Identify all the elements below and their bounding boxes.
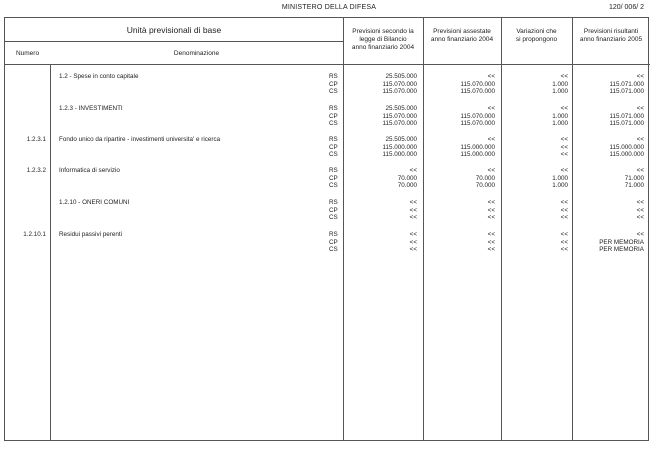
header-divider-top [5, 41, 343, 42]
value-variazioni: << [560, 167, 568, 174]
value-risultanti: << [636, 136, 644, 143]
value-legge-bilancio: 115.070.000 [382, 80, 417, 88]
value-legge-bilancio: << [409, 206, 417, 214]
line-code: CS [329, 120, 338, 128]
denominazione-header: Denominazione [173, 50, 220, 57]
line-code: CS [329, 214, 338, 222]
value-assestate: << [487, 199, 495, 206]
value-variazioni: << [560, 143, 568, 151]
value-legge-bilancio: 25.505.000 [385, 136, 417, 143]
value-risultanti: << [636, 231, 644, 238]
col4-header: Previsioni risultanti anno finanziario 2005 [579, 28, 643, 43]
value-assestate: 115.070.000 [460, 112, 495, 120]
value-assestate: << [487, 136, 495, 143]
value-risultanti: << [636, 206, 644, 214]
value-risultanti: 115.000.000 [609, 151, 644, 159]
value-variazioni: << [560, 73, 568, 80]
line-code: CS [329, 182, 338, 190]
line-code: CS [329, 88, 338, 96]
value-risultanti: 115.000.000 [609, 143, 644, 151]
value-assestate: 115.000.000 [460, 151, 495, 159]
row-denominazione: 1.2.3 - INVESTIMENTI [59, 105, 123, 112]
line-code: CP [329, 80, 338, 88]
value-risultanti: << [636, 199, 644, 206]
value-assestate: 70.000 [475, 182, 495, 190]
value-risultanti: << [636, 167, 644, 174]
value-legge-bilancio: 25.505.000 [385, 105, 417, 112]
value-variazioni: 1.000 [552, 112, 568, 120]
line-code: RS [329, 167, 338, 174]
line-code: RS [329, 231, 338, 238]
value-risultanti: 115.071.000 [609, 120, 644, 128]
row-number: 1.2.10.1 [23, 231, 46, 238]
ministry-header: MINISTERO DELLA DIFESA [281, 4, 377, 11]
value-assestate: 115.070.000 [460, 88, 495, 96]
value-variazioni: << [560, 199, 568, 206]
value-assestate: << [487, 167, 495, 174]
line-code: CP [329, 174, 338, 182]
line-code: RS [329, 105, 338, 112]
line-code: CP [329, 112, 338, 120]
value-variazioni: 1.000 [552, 120, 568, 128]
value-legge-bilancio: << [409, 199, 417, 206]
value-risultanti: << [636, 73, 644, 80]
value-legge-bilancio: 70.000 [397, 182, 417, 190]
value-assestate: << [487, 105, 495, 112]
header-divider-bottom [5, 64, 650, 65]
value-assestate: 115.000.000 [460, 143, 495, 151]
value-assestate: << [487, 206, 495, 214]
row-denominazione: Fondo unico da ripartire - investimenti universita' e ricerca [59, 136, 221, 143]
value-assestate: << [487, 73, 495, 80]
value-variazioni: << [560, 136, 568, 143]
value-assestate: << [487, 214, 495, 222]
value-variazioni: << [560, 151, 568, 159]
value-assestate: 115.070.000 [460, 120, 495, 128]
col1-header: Previsioni secondo la legge di Bilancio anno finanziario 2004 [351, 28, 415, 51]
row-number: 1.2.3.1 [26, 136, 46, 143]
value-assestate: << [487, 231, 495, 238]
value-assestate: << [487, 238, 495, 246]
line-code: RS [329, 136, 338, 143]
line-code: CP [329, 238, 338, 246]
page-reference: 120/ 006/ 2 [608, 4, 644, 11]
value-risultanti: PER MEMORIA [599, 246, 644, 254]
row-denominazione: Residui passivi perenti [59, 231, 122, 238]
group-title: Unità previsionali di base [126, 25, 222, 35]
row-denominazione: Informatica di servizio [59, 167, 120, 174]
value-legge-bilancio: 25.505.000 [385, 73, 417, 80]
row-denominazione: 1.2 - Spese in conto capitale [59, 73, 139, 80]
value-legge-bilancio: 115.000.000 [382, 143, 417, 151]
value-risultanti: << [636, 214, 644, 222]
line-code: CP [329, 206, 338, 214]
value-variazioni: << [560, 105, 568, 112]
value-risultanti: << [636, 105, 644, 112]
value-variazioni: << [560, 246, 568, 254]
budget-table [4, 17, 649, 441]
row-denominazione: 1.2.10 - ONERI COMUNI [59, 199, 130, 206]
value-legge-bilancio: << [409, 214, 417, 222]
line-code: CP [329, 143, 338, 151]
value-legge-bilancio: << [409, 238, 417, 246]
value-legge-bilancio: << [409, 246, 417, 254]
value-legge-bilancio: 115.070.000 [382, 88, 417, 96]
value-variazioni: << [560, 231, 568, 238]
value-risultanti: 71.000 [624, 182, 644, 190]
value-variazioni: << [560, 238, 568, 246]
value-variazioni: 1.000 [552, 174, 568, 182]
value-legge-bilancio: 70.000 [397, 174, 417, 182]
value-legge-bilancio: 115.070.000 [382, 112, 417, 120]
value-variazioni: 1.000 [552, 182, 568, 190]
row-number: 1.2.3.2 [26, 167, 46, 174]
value-variazioni: 1.000 [552, 88, 568, 96]
line-code: RS [329, 199, 338, 206]
value-variazioni: << [560, 206, 568, 214]
numero-header: Numero [15, 50, 40, 57]
value-risultanti: 115.071.000 [609, 112, 644, 120]
value-legge-bilancio: << [409, 231, 417, 238]
line-code: RS [329, 73, 338, 80]
line-code: CS [329, 246, 338, 254]
value-variazioni: 1.000 [552, 80, 568, 88]
value-risultanti: 71.000 [624, 174, 644, 182]
col3-header: Variazioni che si propongono [515, 28, 558, 43]
divider-numero [50, 64, 51, 440]
value-risultanti: PER MEMORIA [599, 238, 644, 246]
value-legge-bilancio: << [409, 167, 417, 174]
value-legge-bilancio: 115.000.000 [382, 151, 417, 159]
value-risultanti: 115.071.000 [609, 80, 644, 88]
value-legge-bilancio: 115.070.000 [382, 120, 417, 128]
line-code: CS [329, 151, 338, 159]
col2-header: Previsioni assestate anno finanziario 2004 [430, 28, 494, 43]
value-variazioni: << [560, 214, 568, 222]
value-assestate: 70.000 [475, 174, 495, 182]
value-assestate: 115.070.000 [460, 80, 495, 88]
value-assestate: << [487, 246, 495, 254]
value-risultanti: 115.071.000 [609, 88, 644, 96]
